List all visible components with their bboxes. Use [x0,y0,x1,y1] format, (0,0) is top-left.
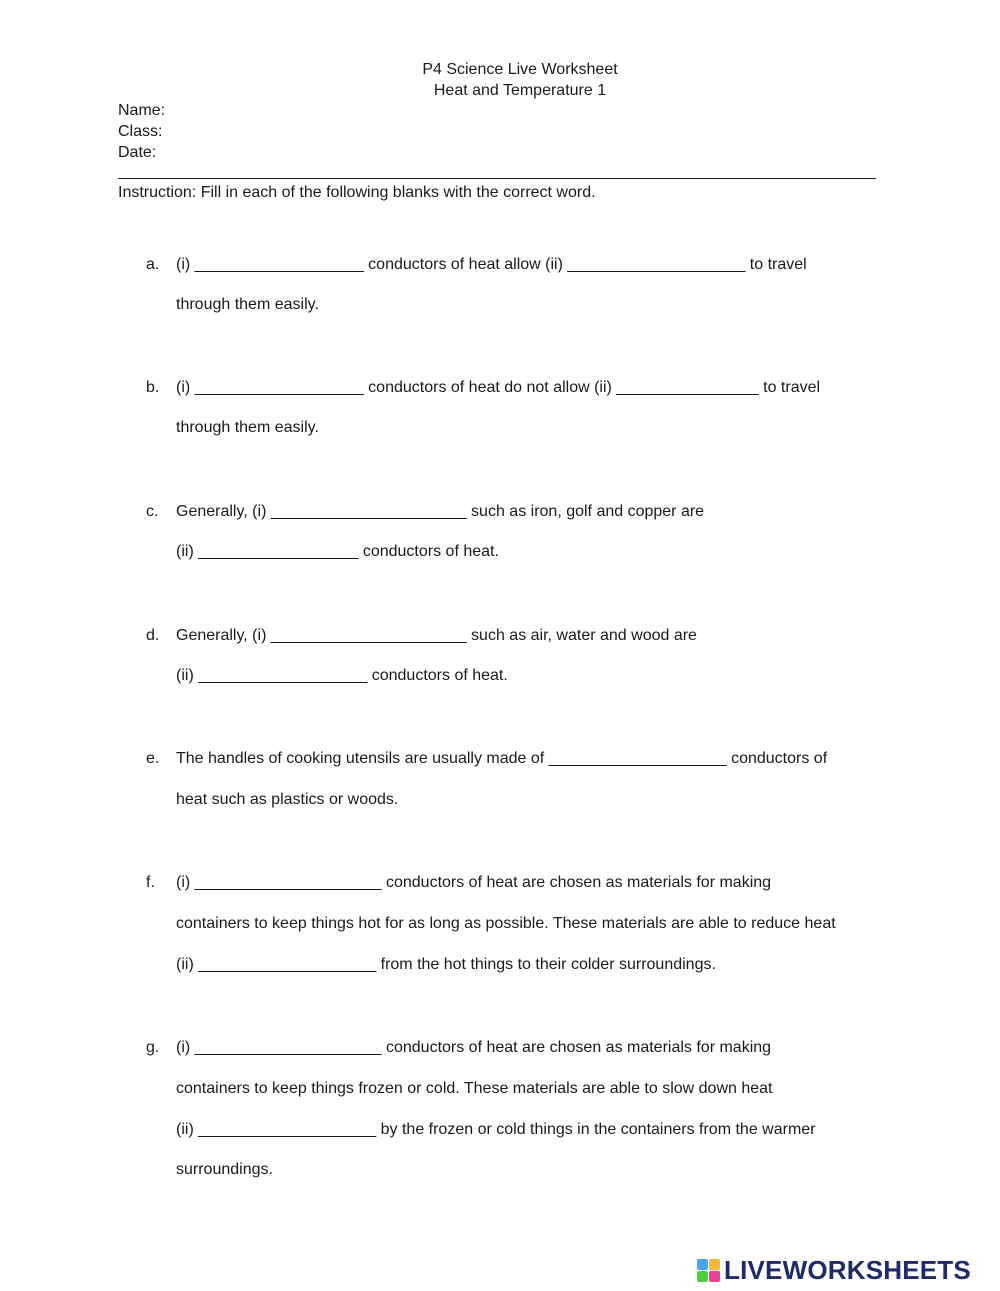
question-line: containers to keep things hot for as long as possible. These materials are able to reduce heat [176,915,836,932]
question-line: The handles of cooking utensils are usually made of ____________________ conductors of [176,750,828,767]
question-line: (i) ___________________ conductors of heat do not allow (ii) ________________ to travel [176,379,821,396]
question-line: containers to keep things frozen or cold. These materials are able to slow down heat [176,1080,773,1097]
name-field-label: Name: [118,102,166,119]
question-letter: e. [146,750,160,767]
question-line: (i) _____________________ conductors of heat are chosen as materials for making [176,874,772,891]
question-letter: a. [146,256,160,273]
logo-tile [709,1271,720,1282]
worksheet-title: P4 Science Live Worksheet [422,61,618,78]
logo-text: LIVEWORKSHEETS [724,1254,971,1285]
question-line: (ii) ___________________ conductors of heat. [176,667,508,684]
question-letter: c. [146,503,159,520]
header-divider [118,178,876,179]
question-line: through them easily. [176,296,319,313]
question-line: (ii) ____________________ from the hot things to their colder surroundings. [176,956,716,973]
question-letter: f. [146,874,155,891]
class-field-label: Class: [118,123,163,140]
instruction-text: Instruction: Fill in each of the following blanks with the correct word. [118,184,596,201]
question-line: (i) _____________________ conductors of heat are chosen as materials for making [176,1039,772,1056]
liveworksheets-logo [697,1253,971,1287]
date-field-label: Date: [118,144,157,161]
logo-tile [697,1271,708,1282]
question-line: (ii) ____________________ by the frozen or cold things in the containers from the warmer [176,1121,816,1138]
worksheet-subtitle: Heat and Temperature 1 [433,82,607,99]
logo-tile [709,1259,720,1270]
question-line: Generally, (i) ______________________ such as iron, golf and copper are [176,503,705,520]
question-line: heat such as plastics or woods. [176,791,399,808]
question-line: through them easily. [176,419,319,436]
question-letter: g. [146,1039,160,1056]
question-line: surroundings. [176,1161,273,1178]
question-line: (i) ___________________ conductors of heat allow (ii) ____________________ to travel [176,256,807,273]
question-line: Generally, (i) ______________________ such as air, water and wood are [176,627,697,644]
question-letter: d. [146,627,160,644]
liveworksheets-logo-icon [697,1259,720,1282]
question-line: (ii) __________________ conductors of heat. [176,543,499,560]
question-letter: b. [146,379,160,396]
logo-tile [697,1259,708,1270]
